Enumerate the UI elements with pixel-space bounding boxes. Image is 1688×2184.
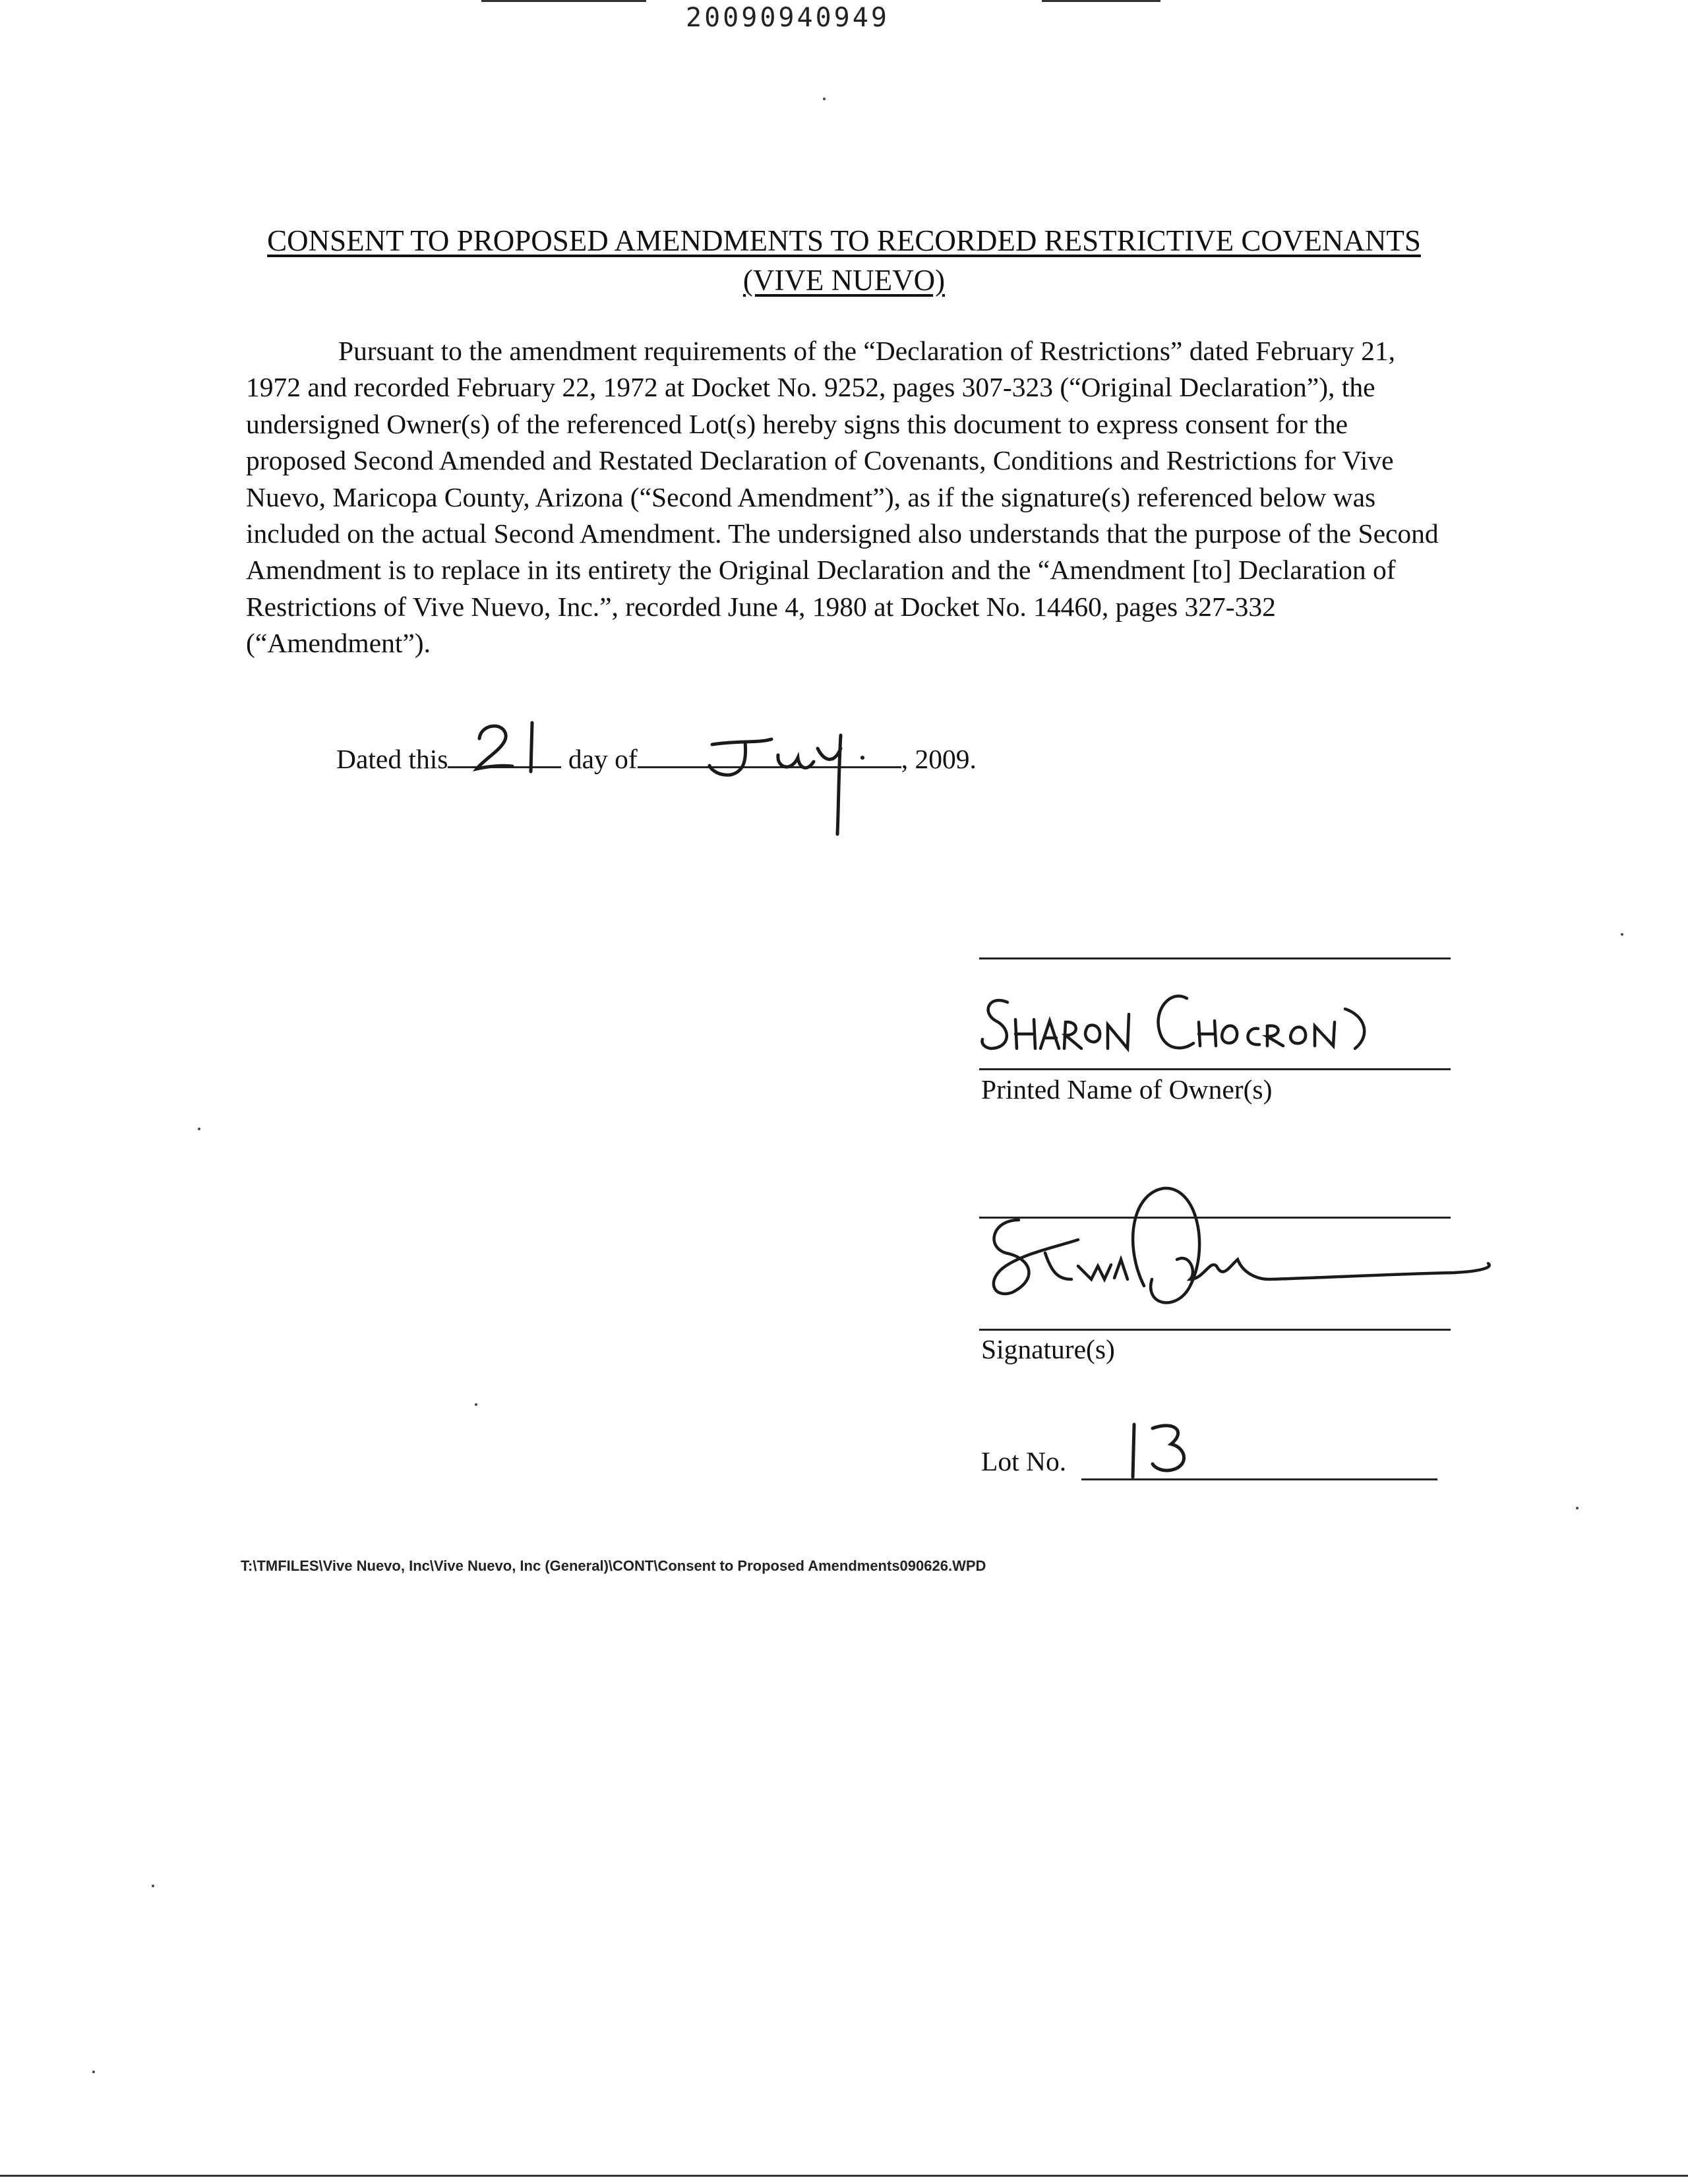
handwritten-lot-number xyxy=(1114,1418,1207,1484)
recording-number: 20090940949 xyxy=(686,3,889,33)
hand-S xyxy=(982,1000,1008,1048)
signature-label: Signature(s) xyxy=(981,1334,1115,1364)
scan-speck xyxy=(1576,1507,1579,1509)
lot-number-label: Lot No. xyxy=(981,1446,1067,1476)
dated-line xyxy=(336,739,977,775)
document-title: CONSENT TO PROPOSED AMENDMENTS TO RECORDED RESTRICTIVE COVENANTS xyxy=(267,224,1421,257)
scan-speck xyxy=(823,98,826,100)
scan-bottom-rule xyxy=(0,2175,1688,2177)
printed-name-label: Printed Name of Owner(s) xyxy=(981,1074,1273,1105)
document-subtitle: (VIVE NUEVO) xyxy=(742,264,946,297)
handwritten-lot-digit-1 xyxy=(1133,1424,1134,1477)
scan-speck xyxy=(198,1128,200,1130)
hand-C xyxy=(1159,996,1193,1048)
scan-top-rule-right xyxy=(1042,0,1160,2)
day-blank xyxy=(448,739,561,768)
dated-middle: day of xyxy=(568,744,638,774)
printed-name-rule xyxy=(979,1068,1451,1070)
handwritten-lot-digit-3 xyxy=(1153,1426,1184,1471)
consent-paragraph xyxy=(246,333,1446,662)
handwritten-signature xyxy=(979,1180,1500,1339)
scan-speck xyxy=(475,1403,477,1406)
month-blank xyxy=(638,739,901,768)
scan-speck xyxy=(152,1885,154,1887)
signature-rule xyxy=(979,1329,1451,1331)
handwritten-printed-name xyxy=(976,983,1385,1068)
hand-HOCRON xyxy=(1199,1009,1364,1048)
signature-last-name xyxy=(1177,1258,1490,1279)
dated-prefix: Dated this xyxy=(336,744,448,774)
scan-top-rule-left xyxy=(481,0,646,2)
signature-first-name xyxy=(994,1220,1128,1294)
lot-number-rule xyxy=(1081,1478,1437,1480)
top-signature-rule xyxy=(979,957,1451,959)
consent-paragraph-text: Pursuant to the amendment requirements of the “Declaration of Restrictions” dated February 21, 1972 and recorded February 22, 1972 at Docket No. 9252, pages 307-323 (“Original Declaration”), the undersigned Owner(s) of the referenced Lot(s) hereby signs this document to express consent for the proposed Second Amended and Restated Declaration of Covenants, Conditions and Restrictions for Vive Nuevo, Maricopa County, Arizona (“Second Amendment”), as if the signature(s) referenced below was included on the actual Second Amendment. The undersigned also understands that the purpose of the Second Amendment is to replace in its entirety the Original Declaration and the “Amendment [to] Declaration of Restrictions of Vive Nuevo, Inc.”, recorded June 4, 1980 at Docket No. 14460, pages 327-332 (“Amendment”). xyxy=(246,336,1439,659)
signature-upper-rule xyxy=(979,1217,1451,1219)
scan-speck xyxy=(1621,933,1623,936)
signature-loop xyxy=(1133,1188,1199,1303)
hand-HARON xyxy=(1015,1014,1129,1048)
dated-suffix: , 2009. xyxy=(901,744,977,774)
scan-speck xyxy=(92,2071,95,2073)
file-path-footer: T:\TMFILES\Vive Nuevo, Inc\Vive Nuevo, Inc (General)\CONT\Consent to Proposed Amendments090626.WPD xyxy=(241,1558,986,1574)
